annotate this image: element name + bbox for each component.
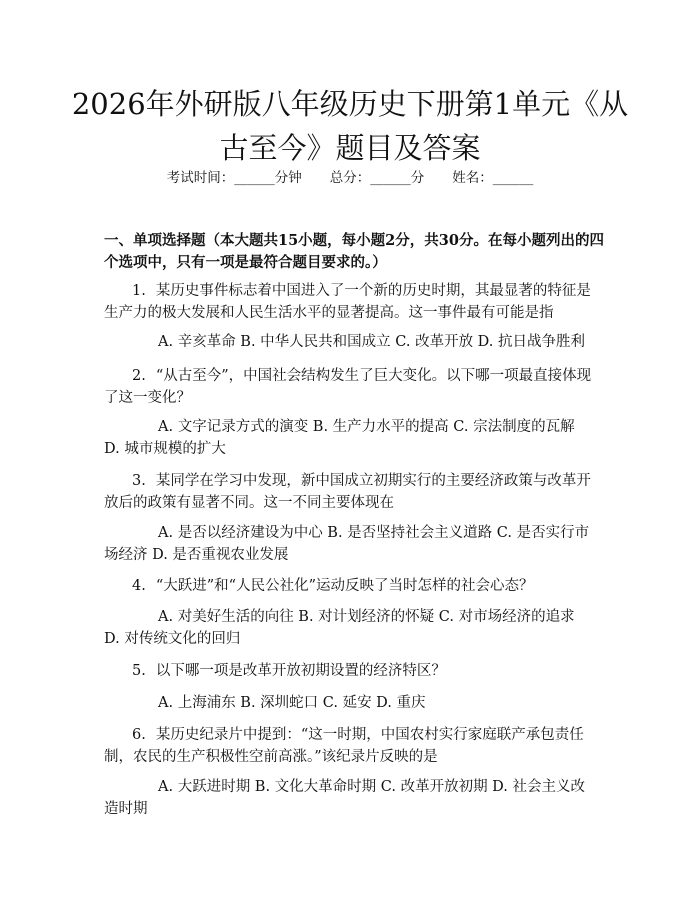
question-3-number: 3. bbox=[132, 473, 146, 489]
document-title: 2026年外研版八年级历史下册第1单元《从古至今》题目及答案 bbox=[71, 87, 629, 165]
question-3-options: A. 是否以经济建设为中心 B. 是否坚持社会主义道路 C. 是否实行市场经济 D. 是否重视农业发展 bbox=[104, 525, 590, 563]
exam-time-field: 考试时间：______分钟 bbox=[166, 170, 302, 186]
question-4-options: A. 对美好生活的向往 B. 对计划经济的怀疑 C. 对市场经济的追求 D. 对传统文化的回归 bbox=[104, 609, 575, 647]
exam-info-line bbox=[0, 168, 700, 188]
section-heading: 一、单项选择题（本大题共15小题，每小题2分，共30分。在每小题列出的四个选项中，只有一项是最符合题目要求的。） bbox=[104, 232, 604, 271]
question-3-stem bbox=[104, 470, 604, 514]
question-1-number: 1. bbox=[132, 283, 146, 299]
question-6-options: A. 大跃进时期 B. 文化大革命时期 C. 改革开放初期 D. 社会主义改造时期 bbox=[104, 779, 586, 817]
question-5-stem bbox=[104, 660, 604, 682]
question-4-number: 4. bbox=[132, 578, 146, 594]
question-2-options: A. 文字记录方式的演变 B. 生产力水平的提高 C. 宗法制度的瓦解 D. 城市规模的扩大 bbox=[104, 419, 575, 457]
question-4-stem bbox=[104, 575, 604, 597]
question-6-number: 6. bbox=[132, 727, 146, 743]
question-2-number: 2. bbox=[132, 368, 146, 384]
question-1-options: A. 辛亥革命 B. 中华人民共和国成立 C. 改革开放 D. 抗日战争胜利 bbox=[158, 334, 586, 350]
student-name-field: 姓名：______ bbox=[452, 170, 534, 186]
question-6-stem bbox=[104, 724, 604, 768]
exam-score-field: 总分：______分 bbox=[329, 170, 425, 186]
question-1-stem bbox=[104, 280, 604, 324]
question-5-options: A. 上海浦东 B. 深圳蛇口 C. 延安 D. 重庆 bbox=[158, 695, 426, 711]
question-2-text: “从古至今”，中国社会结构发生了巨大变化。以下哪一项最直接体现了这一变化？ bbox=[104, 368, 592, 406]
question-1-text: 某历史事件标志着中国进入了一个新的历史时期，其最显著的特征是生产力的极大发展和人民生活水平的显著提高。这一事件最有可能是指 bbox=[104, 283, 591, 321]
question-6-text: 某历史纪录片中提到：“这一时期，中国农村实行家庭联产承包责任制，农民的生产积极性空前高涨。”该纪录片反映的是 bbox=[104, 727, 584, 765]
question-3-text: 某同学在学习中发现，新中国成立初期实行的主要经济政策与改革开放后的政策有显著不同。这一不同主要体现在 bbox=[104, 473, 591, 511]
question-5-number: 5. bbox=[132, 663, 146, 679]
question-4-text: “大跃进”和“人民公社化”运动反映了当时怎样的社会心态？ bbox=[155, 578, 534, 594]
question-2-stem bbox=[104, 365, 604, 409]
question-5-text: 以下哪一项是改革开放初期设置的经济特区？ bbox=[155, 663, 446, 679]
